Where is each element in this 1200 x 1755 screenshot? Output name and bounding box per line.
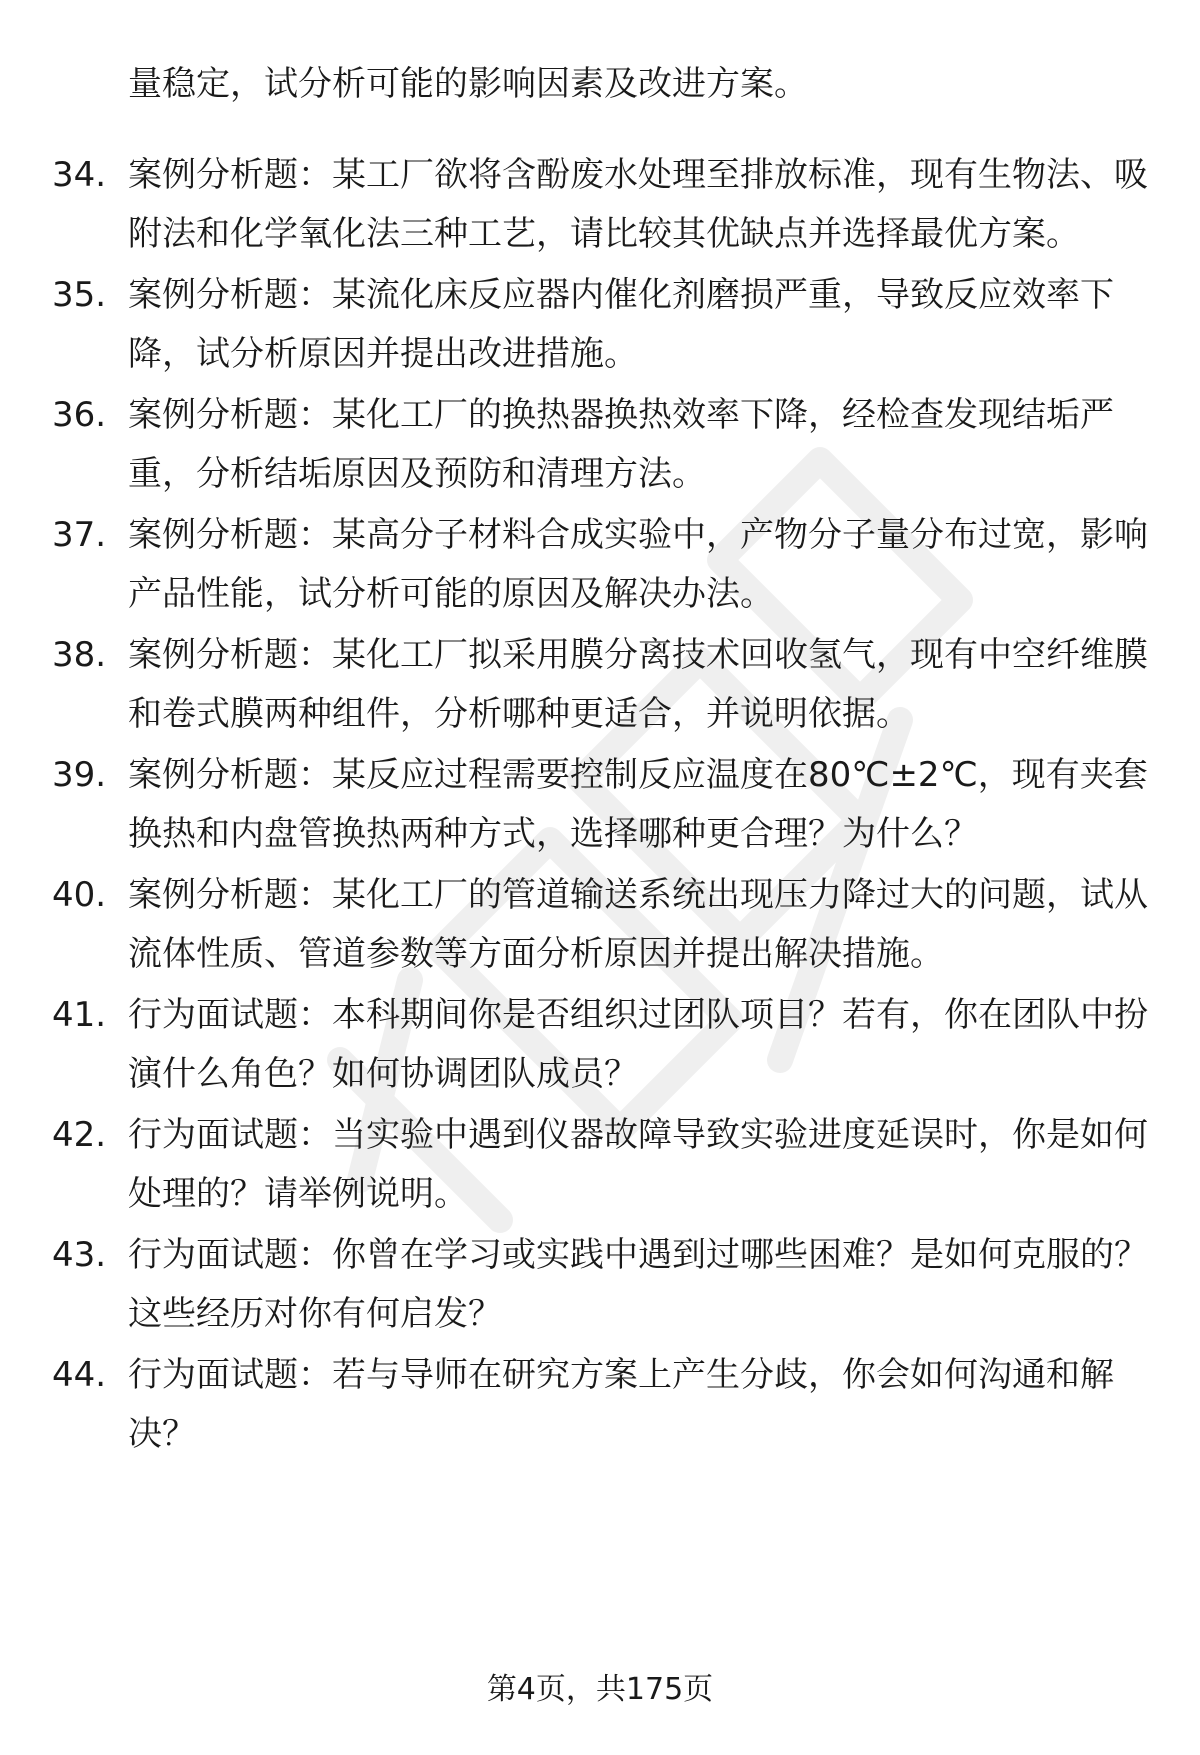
question-text: 案例分析题：某化工厂拟采用膜分离技术回收氢气，现有中空纤维膜和卷式膜两种组件，分析哪种更适合，并说明依据。: [128, 635, 1148, 734]
question-number: 40.: [52, 875, 107, 915]
question-number: 37.: [52, 515, 107, 555]
question-number: 41.: [52, 995, 107, 1035]
question-number: 39.: [52, 755, 107, 795]
question-number: 42.: [52, 1115, 107, 1155]
question-number: 43.: [52, 1235, 107, 1275]
question-text: 行为面试题：若与导师在研究方案上产生分歧，你会如何沟通和解决？: [128, 1355, 1114, 1454]
question-number: 36.: [52, 395, 107, 435]
question-text: 案例分析题：某流化床反应器内催化剂磨损严重，导致反应效率下降，试分析原因并提出改进措施。: [128, 275, 1114, 374]
continuation-text: 量稳定，试分析可能的影响因素及改进方案。: [128, 64, 808, 104]
page-footer: 第4页，共175页: [486, 1672, 714, 1707]
question-text: 案例分析题：某高分子材料合成实验中，产物分子量分布过宽，影响产品性能，试分析可能的原因及解决办法。: [128, 515, 1148, 614]
question-text: 案例分析题：某化工厂的换热器换热效率下降，经检查发现结垢严重，分析结垢原因及预防和清理方法。: [128, 395, 1114, 494]
question-text: 行为面试题：本科期间你是否组织过团队项目？若有，你在团队中扮演什么角色？如何协调团队成员？: [128, 995, 1148, 1094]
question-text: 案例分析题：某反应过程需要控制反应温度在80℃±2℃，现有夹套换热和内盘管换热两种方式，选择哪种更合理？为什么？: [128, 755, 1148, 854]
question-number: 38.: [52, 635, 107, 675]
question-text: 案例分析题：某化工厂的管道输送系统出现压力降过大的问题，试从流体性质、管道参数等方面分析原因并提出解决措施。: [128, 875, 1148, 974]
question-number: 34.: [52, 155, 107, 195]
question-text: 案例分析题：某工厂欲将含酚废水处理至排放标准，现有生物法、吸附法和化学氧化法三种工艺，请比较其优缺点并选择最优方案。: [128, 155, 1148, 254]
question-number: 44.: [52, 1355, 107, 1395]
question-number: 35.: [52, 275, 107, 315]
question-text: 行为面试题：你曾在学习或实践中遇到过哪些困难？是如何克服的？这些经历对你有何启发？: [128, 1235, 1148, 1334]
question-text: 行为面试题：当实验中遇到仪器故障导致实验进度延误时，你是如何处理的？请举例说明。: [128, 1115, 1148, 1214]
